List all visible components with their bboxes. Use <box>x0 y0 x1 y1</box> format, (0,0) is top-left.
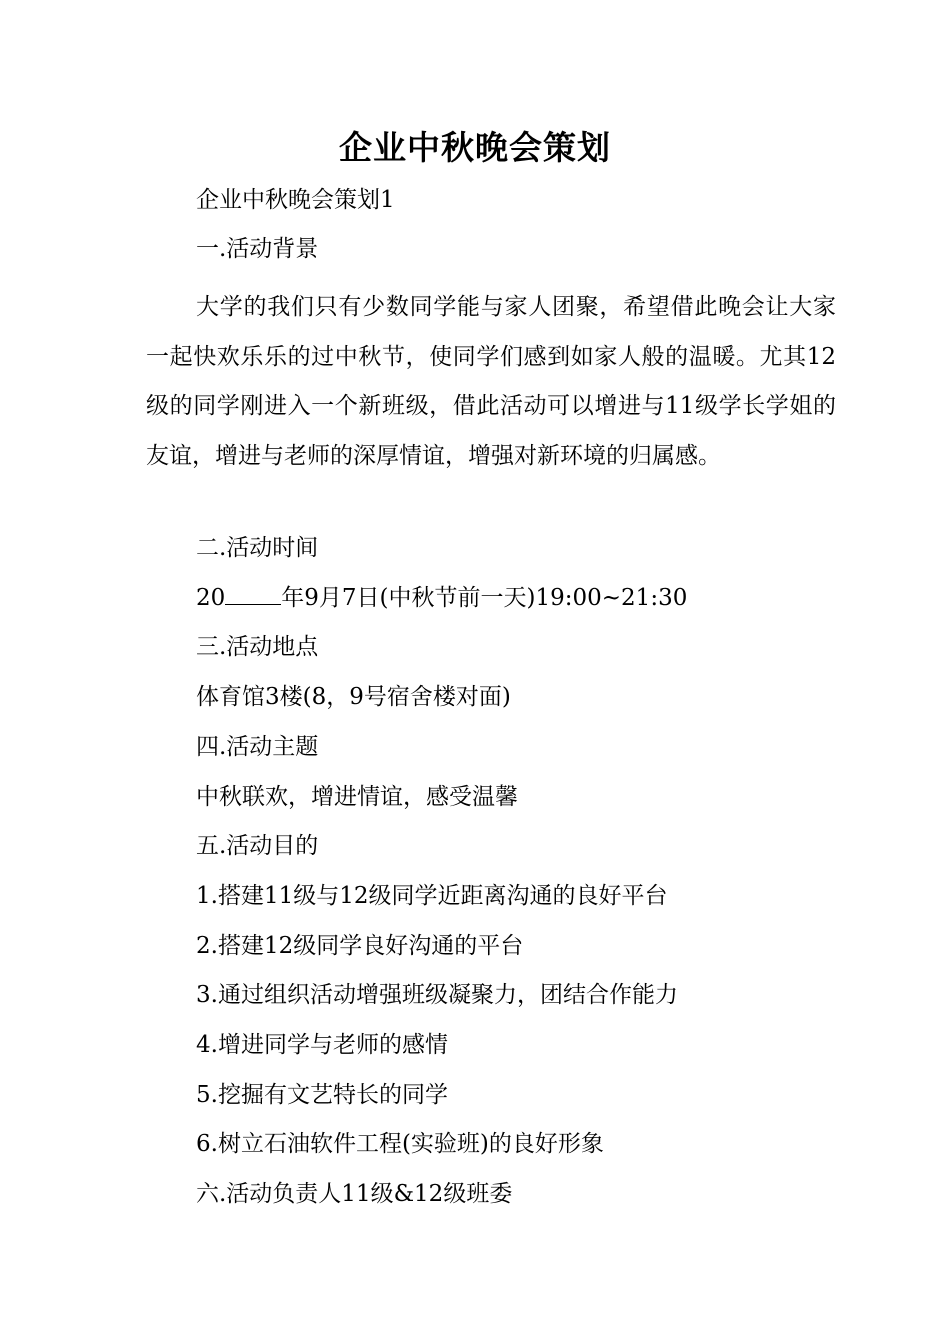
section-heading-goals: 五.活动目的 <box>196 833 319 859</box>
goal-item: 5.挖掘有文艺特长的同学 <box>196 1082 448 1108</box>
goal-item: 6.树立石油软件工程(实验班)的良好形象 <box>196 1131 604 1157</box>
theme-value: 中秋联欢，增进情谊，感受温馨 <box>196 784 518 810</box>
time-year-prefix: 20 <box>196 585 226 611</box>
section-heading-time: 二.活动时间 <box>196 535 319 561</box>
background-paragraph: 大学的我们只有少数同学能与家人团聚，希望借此晚会让大家一起快欢乐乐的过中秋节，使同学们感到如家人般的温暖。尤其12级的同学刚进入一个新班级，借此活动可以增进与11级学长学姐的友谊，增进与老师的深厚情谊，增强对新环境的归属感。 <box>146 294 836 470</box>
section-heading-background: 一.活动背景 <box>196 236 319 262</box>
time-date-suffix: 年9月7日(中秋节前一天)19:00~21:30 <box>281 585 688 611</box>
section-heading-organizers: 六.活动负责人11级&12级班委 <box>196 1181 513 1207</box>
goal-item: 2.搭建12级同学良好沟通的平台 <box>196 933 524 959</box>
location-value: 体育馆3楼(8，9号宿舍楼对面) <box>196 684 511 710</box>
goal-item: 3.通过组织活动增强班级凝聚力，团结合作能力 <box>196 982 678 1008</box>
section-heading-location: 三.活动地点 <box>196 634 319 660</box>
subtitle: 企业中秋晚会策划1 <box>196 187 395 213</box>
goal-item: 4.增进同学与老师的感情 <box>196 1032 448 1058</box>
goal-item: 1.搭建11级与12级同学近距离沟通的良好平台 <box>196 883 668 909</box>
time-value <box>196 582 687 614</box>
year-blank-underline <box>225 586 281 605</box>
document-title: 企业中秋晚会策划 <box>339 128 611 167</box>
section-heading-theme: 四.活动主题 <box>196 734 319 760</box>
